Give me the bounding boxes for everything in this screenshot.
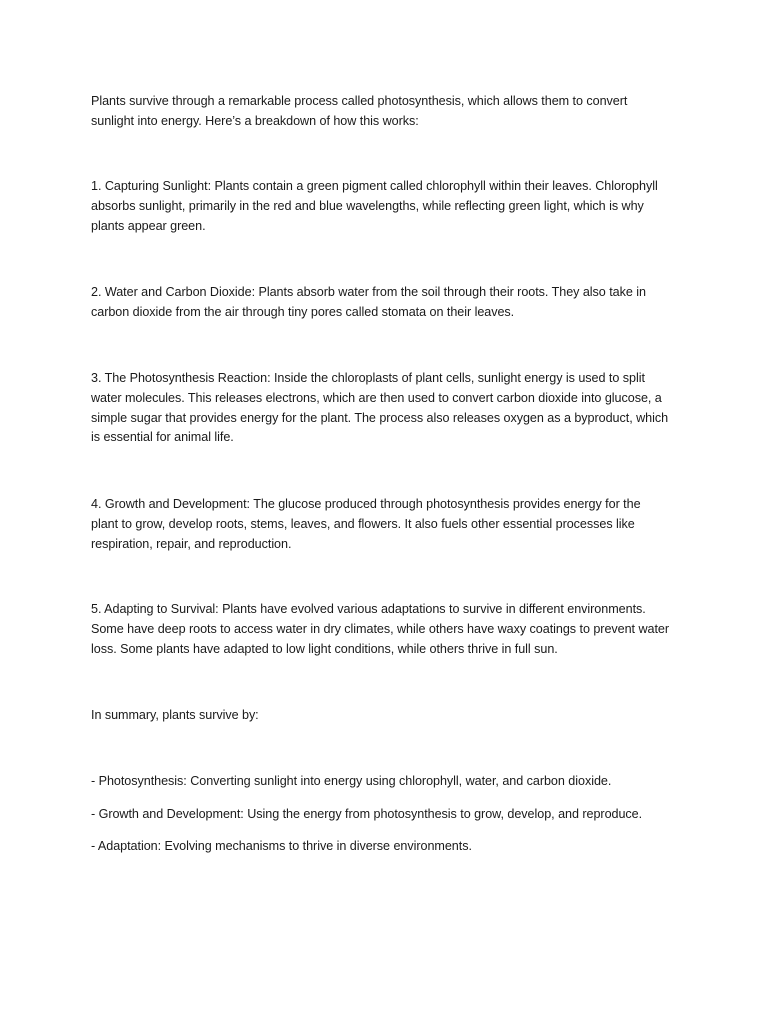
summary-item-growth: - Growth and Development: Using the energy from photosynthesis to grow, develop, and reproduce. [91,807,643,821]
paragraph-line: plant to grow, develop roots, stems, leaves, and flowers. It also fuels other essential processes like [91,516,635,531]
intro-line: Plants survive through a remarkable process called photosynthesis, which allows them to convert [91,94,628,108]
summary-item-photosynthesis: - Photosynthesis: Converting sunlight into energy using chlorophyll, water, and carbon dioxide. [91,774,612,788]
point-water-carbon-dioxide [91,283,683,323]
paragraph-line: simple sugar that provides energy for the plant. The process also releases oxygen as a byproduct, which [91,410,669,425]
point-growth-development [91,495,683,554]
point-adapting-survival [91,600,683,659]
intro-paragraph [91,92,683,132]
paragraph-line: loss. Some plants have adapted to low light conditions, while others thrive in full sun. [91,641,558,656]
summary-item-adaptation: - Adaptation: Evolving mechanisms to thrive in diverse environments. [91,839,472,853]
paragraph-line: 2. Water and Carbon Dioxide: Plants absorb water from the soil through their roots. They also take in [91,285,646,299]
paragraph-line: is essential for animal life. [91,430,234,445]
paragraph-line: water molecules. This releases electrons, which are then used to convert carbon dioxide into glucose, a [91,390,662,405]
paragraph-line: 3. The Photosynthesis Reaction: Inside the chloroplasts of plant cells, sunlight energy is used to split [91,371,645,385]
paragraph-line: Some have deep roots to access water in dry climates, while others have waxy coatings to prevent water [91,621,669,636]
point-photosynthesis-reaction [91,369,683,448]
paragraph-line: carbon dioxide from the air through tiny pores called stomata on their leaves. [91,304,515,319]
paragraph-line: plants appear green. [91,218,206,233]
paragraph-line: 4. Growth and Development: The glucose produced through photosynthesis provides energy for the [91,497,641,511]
paragraph-line: 1. Capturing Sunlight: Plants contain a green pigment called chlorophyll within their leaves. Chlorophyll [91,179,658,193]
summary-heading: In summary, plants survive by: [91,708,259,722]
paragraph-line: respiration, repair, and reproduction. [91,536,292,551]
point-capturing-sunlight [91,177,683,236]
paragraph-line: 5. Adapting to Survival: Plants have evolved various adaptations to survive in different environments. [91,602,646,616]
intro-line: sunlight into energy. Here’s a breakdown of how this works: [91,113,419,128]
paragraph-line: absorbs sunlight, primarily in the red and blue wavelengths, while reflecting green light, which is why [91,198,644,213]
